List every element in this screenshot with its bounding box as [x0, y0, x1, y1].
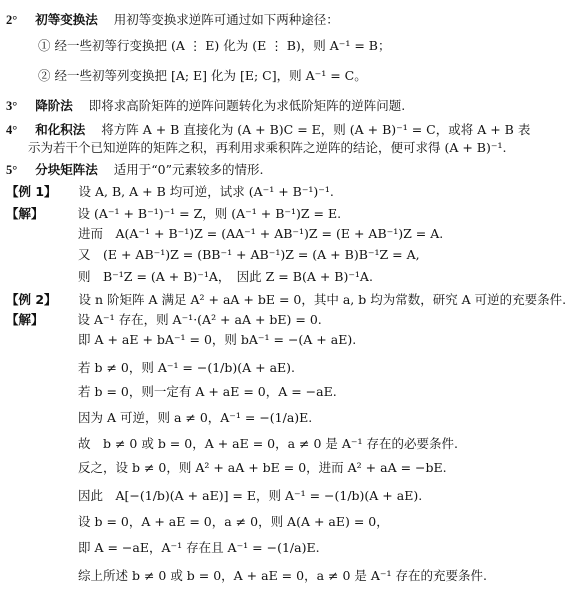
method-text: ① 经一些初等行变换把 (A ⋮ E) 化为 (E ⋮ B)，则 A⁻¹ = B；	[38, 38, 391, 53]
method-number: 4°	[6, 123, 18, 137]
method-text: 将方阵 A + B 直接化为 (A + B)C = E，则 (A + B)⁻¹ = C，或将 A + B 表	[101, 122, 531, 137]
method-number: 2°	[6, 13, 18, 27]
method-number: 3°	[6, 99, 18, 113]
example-1-question	[6, 184, 334, 200]
solution-line: 设 A⁻¹ 存在，则 A⁻¹·(A² + aA + bE) = 0.	[77, 312, 322, 327]
solution-label: 【解】	[6, 206, 44, 221]
method-3	[6, 98, 405, 114]
solution-line: 又 (E + AB⁻¹)Z = (BB⁻¹ + AB⁻¹)Z = (A + B)B⁻¹Z = A,	[78, 247, 420, 262]
method-text: 示为若干个已知逆阵的矩阵之积，再利用求乘积阵之逆阵的结论，便可求得 (A + B)⁻¹.	[28, 140, 507, 155]
solution-line: 若 b = 0，则一定有 A + aE = 0，A = −aE.	[78, 384, 337, 399]
solution-line: 进而 A(A⁻¹ + B⁻¹)Z = (AA⁻¹ + AB⁻¹)Z = (E + AB⁻¹)Z = A.	[78, 226, 444, 241]
method-number: 5°	[6, 163, 18, 177]
method-text: 用初等变换求逆阵可通过如下两种途径：	[113, 12, 339, 27]
method-2	[6, 12, 339, 28]
solution-line: 设 b = 0，A + aE = 0，a ≠ 0，则 A(A + aE) = 0，	[78, 514, 389, 529]
method-2-row-2	[38, 68, 367, 84]
solution-line: 因此 A[−(1/b)(A + aE)] = E，则 A⁻¹ = −(1/b)(A + aE).	[78, 488, 423, 503]
solution-line: 反之，设 b ≠ 0，则 A² + aA + bE = 0，进而 A² + aA = −bE.	[78, 460, 447, 475]
solution-line: 则 B⁻¹Z = (A + B)⁻¹A， 因此 Z = B(A + B)⁻¹A.	[78, 269, 373, 284]
method-title: 初等变换法	[35, 12, 98, 27]
solution-line: 设 (A⁻¹ + B⁻¹)⁻¹ = Z，则 (A⁻¹ + B⁻¹)Z = E.	[77, 206, 342, 221]
solution-line: 若 b ≠ 0，则 A⁻¹ = −(1/b)(A + aE).	[78, 360, 296, 375]
solution-line: 即 A = −aE，A⁻¹ 存在且 A⁻¹ = −(1/a)E.	[78, 540, 320, 555]
example-question: 设 n 阶矩阵 A 满足 A² + aA + bE = 0，其中 a, b 均为常数，研究 A 可逆的充要条件.	[78, 292, 567, 307]
example-label: 【例 2】	[6, 292, 57, 307]
method-5	[6, 162, 263, 178]
solution-line: 即 A + aE + bA⁻¹ = 0，则 bA⁻¹ = −(A + aE).	[78, 332, 357, 347]
method-text: ② 经一些初等列变换把 [A; E] 化为 [E; C]，则 A⁻¹ = C。	[38, 68, 367, 83]
example-label: 【例 1】	[6, 184, 57, 199]
method-title: 降阶法	[35, 98, 73, 113]
method-title: 和化积法	[35, 122, 86, 137]
example-question: 设 A, B, A + B 均可逆，试求 (A⁻¹ + B⁻¹)⁻¹.	[78, 184, 334, 199]
method-text: 适用于“0”元素较多的情形.	[113, 162, 264, 177]
example-1-solution	[6, 206, 341, 222]
solution-line: 故 b ≠ 0 或 b = 0，A + aE = 0，a ≠ 0 是 A⁻¹ 存在的必要条件.	[78, 436, 458, 451]
solution-line: 因为 A 可逆，则 a ≠ 0，A⁻¹ = −(1/a)E.	[78, 410, 313, 425]
method-4-continued	[28, 140, 506, 156]
method-2-row-1	[38, 38, 390, 54]
solution-line: 综上所述 b ≠ 0 或 b = 0，A + aE = 0，a ≠ 0 是 A⁻¹ 存在的充要条件.	[78, 568, 487, 583]
method-title: 分块矩阵法	[35, 162, 98, 177]
example-2-question	[6, 292, 566, 308]
method-4	[6, 122, 530, 138]
example-2-solution	[6, 312, 322, 328]
solution-label: 【解】	[6, 312, 44, 327]
method-text: 即将求高阶矩阵的逆阵问题转化为求低阶矩阵的逆阵问题.	[88, 98, 406, 113]
